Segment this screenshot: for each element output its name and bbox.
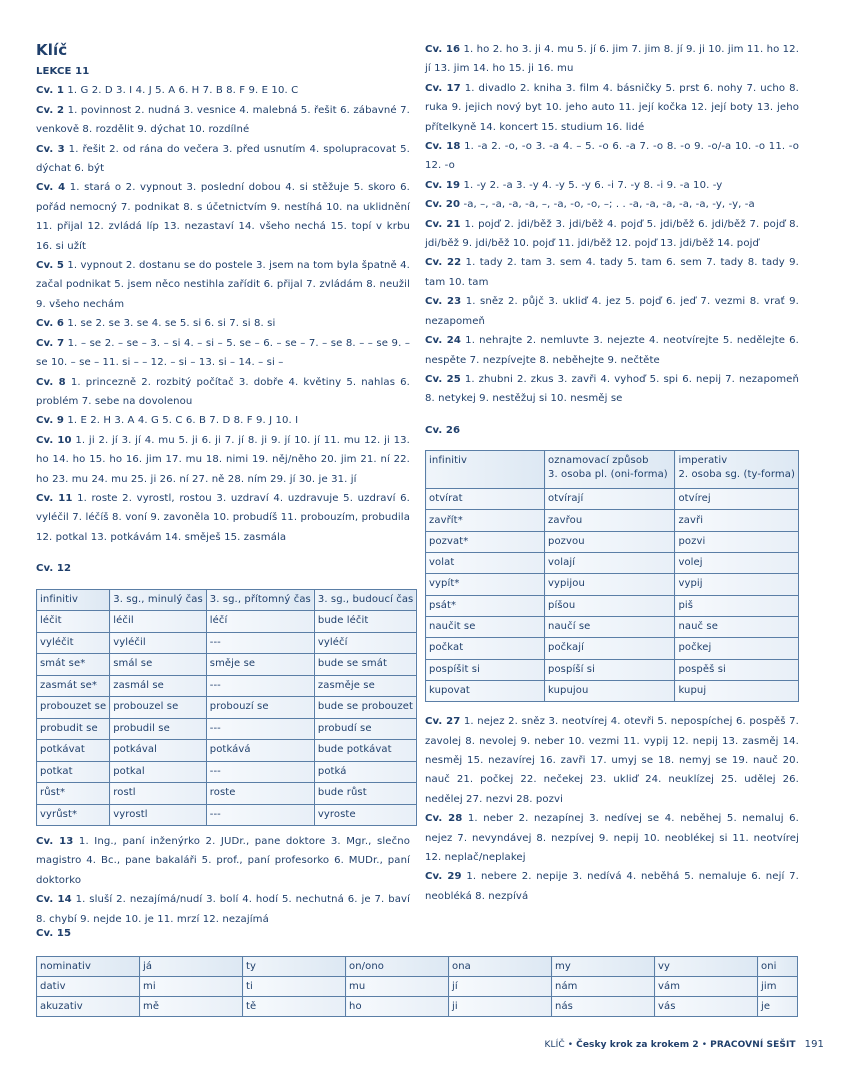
right-column (425, 40, 799, 906)
exercise-text: 1. řešit 2. od rána do večera 3. před usnutím 4. spolupracovat 5. dýchat 6. být (36, 143, 410, 175)
table-row (426, 553, 799, 574)
table-cell: vyrůst* (37, 804, 110, 826)
table-row (426, 574, 799, 595)
exercise-answer (425, 809, 799, 867)
table-cell: pozvou (545, 531, 675, 552)
table-header-cell (426, 451, 545, 489)
exercise-text: 1. -y 2. -a 3. -y 4. -y 5. -y 6. -i 7. -y 8. -i 9. -a 10. -y (460, 179, 723, 191)
footer-book-title: Česky krok za krokem 2 (576, 1040, 699, 1050)
table-cell: růst* (37, 783, 110, 805)
cv26-table (425, 450, 799, 702)
table-cell: bude růst (314, 783, 417, 805)
exercise-label: Cv. 28 (425, 813, 463, 825)
table-cell: zavřít* (426, 510, 545, 531)
table-header-cell (675, 451, 799, 489)
table-row (37, 718, 417, 740)
table-row (426, 680, 799, 701)
exercise-label: Cv. 16 (425, 44, 461, 55)
table-cell: probouzel se (110, 697, 207, 719)
table-row (426, 531, 799, 552)
table-cell: on/ono (346, 957, 449, 977)
exercise-text: 1. povinnost 2. nudná 3. vesnice 4. malebná 5. řešit 6. zábavné 7. venkově 8. rozdělit 9. dýchat 10. rozdílné (36, 104, 410, 136)
table-cell: ji (449, 997, 552, 1017)
table-cell: --- (206, 675, 314, 697)
exercise-text: 1. sluší 2. nezajímá/nudí 3. bolí 4. hodí 5. nechutná 6. je 7. baví 8. chybí 9. nejde 10. je 11. mrzí 12. nezajímá (36, 894, 410, 925)
exercise-answer (36, 832, 410, 890)
table-row (426, 489, 799, 510)
left-column (36, 40, 414, 929)
table-row (426, 659, 799, 680)
exercise-label: Cv. 6 (36, 318, 65, 330)
footer-workbook: PRACOVNÍ SEŠIT (710, 1040, 796, 1050)
table-cell: pospíší si (545, 659, 675, 680)
table-cell: já (140, 957, 243, 977)
table-cell: potkával (110, 740, 207, 762)
table-row (37, 740, 417, 762)
exercise-text: 1. -a 2. -o, -o 3. -a 4. – 5. -o 6. -a 7. -o 8. -o 9. -o/-a 10. -o 11. -o 12. -o (425, 141, 799, 172)
table-cell: vyléčit (37, 632, 110, 654)
footer-section: KLÍČ (544, 1040, 565, 1050)
exercise-text: 1. sněz 2. půjč 3. ukliď 4. jez 5. pojď 6. jeď 7. vezmi 8. vrať 9. nezapomeň (425, 296, 799, 327)
table-cell: nominativ (37, 957, 140, 977)
table-row (426, 510, 799, 531)
table-cell: je (758, 997, 798, 1017)
exercise-label: Cv. 7 (36, 337, 65, 349)
exercise-answer (425, 195, 799, 214)
exercise-answer (36, 373, 410, 412)
exercise-answer (425, 79, 799, 137)
table-cell: tě (243, 997, 346, 1017)
table-cell: kupovat (426, 680, 545, 701)
table-cell: oni (758, 957, 798, 977)
table-row (37, 997, 798, 1017)
table-row (37, 977, 798, 997)
table-row (426, 595, 799, 616)
exercise-text: 1. vypnout 2. dostanu se do postele 3. jsem na tom byla špatně 4. začal podnikat 5. jsem něco nestihla zařídit 6. přijal 7. zvládám 8. neužil 9. všeho nechám (36, 260, 410, 310)
table-cell: bude potkávat (314, 740, 417, 762)
table-row (37, 654, 417, 676)
table-cell: --- (206, 761, 314, 783)
table-cell: ti (243, 977, 346, 997)
table-cell: potkávat (37, 740, 110, 762)
table-cell: --- (206, 804, 314, 826)
exercise-label: Cv. 20 (425, 199, 461, 211)
table-cell: bude se smát (314, 654, 417, 676)
exercise-label: Cv. 22 (425, 257, 462, 269)
table-cell: --- (206, 632, 314, 654)
exercise-text: 1. tady 2. tam 3. sem 4. tady 5. tam 6. sem 7. tady 8. tady 9. tam 10. tam (425, 257, 799, 288)
table-cell: otvírají (545, 489, 675, 510)
table-cell: směje se (206, 654, 314, 676)
table-cell: psát* (426, 595, 545, 616)
table-row (37, 632, 417, 654)
exercise-answer (36, 334, 410, 373)
cv15-heading: Cv. 15 (36, 928, 72, 939)
exercise-text: 1. nehrajte 2. nemluvte 3. nejezte 4. neotvírejte 5. nedělejte 6. nespěte 7. nezpívejte 8. neběhejte 9. nečtěte (425, 335, 799, 366)
exercise-text: 1. stará o 2. vypnout 3. poslední dobou 4. si stěžuje 5. skoro 6. pořád nemocný 7. podnikat 8. s účetnictvím 9. nestíhá 10. na uklidnění 11. přijal 12. zvládá líp 13. nezastaví 14. všeho nechá 15. topí v krbu 16. si užít (36, 182, 410, 252)
table-row (37, 804, 417, 826)
table-cell: naučí se (545, 616, 675, 637)
exercise-label: Cv. 2 (36, 104, 65, 116)
lesson-heading: LEKCE 11 (36, 66, 90, 77)
table-cell: 3. sg., budoucí čas (314, 589, 417, 611)
exercise-answer (36, 489, 410, 547)
left-exercises (36, 81, 410, 547)
footer-bullet-1: • (567, 1040, 574, 1050)
table-row (37, 611, 417, 633)
table-cell: pozvat* (426, 531, 545, 552)
table-cell: vypít* (426, 574, 545, 595)
exercise-label: Cv. 4 (36, 182, 66, 194)
header-line: imperativ (678, 455, 728, 467)
footer-bullet-2: • (701, 1040, 708, 1050)
exercise-label: Cv. 9 (36, 415, 65, 427)
exercise-text: 1. Ing., paní inženýrko 2. JUDr., pane doktore 3. Mgr., slečno magistro 4. Bc., pane bakaláři 5. prof., paní profesorko 6. MUDr., paní doktorko (36, 836, 410, 886)
table-row (37, 675, 417, 697)
exercise-label: Cv. 8 (36, 376, 66, 388)
table-cell: pospěš si (675, 659, 799, 680)
exercise-answer (425, 867, 799, 906)
table-cell: bude se probouzet (314, 697, 417, 719)
table-row (37, 761, 417, 783)
table-cell: nám (552, 977, 655, 997)
exercise-answer (425, 331, 799, 370)
table-cell: dativ (37, 977, 140, 997)
table-row (426, 616, 799, 637)
cv12-heading: Cv. 12 (36, 563, 72, 575)
table-cell: počkají (545, 638, 675, 659)
exercise-text: 1. – se 2. – se – 3. – si 4. – si – 5. se – 6. – se – 7. – se 8. – – se 9. – se 10. – se – 11. si – – 12. – si – 13. si – 14. – si – (36, 337, 410, 369)
table-header-row (426, 451, 799, 489)
table-cell: vyléčí (314, 632, 417, 654)
table-cell: probouzí se (206, 697, 314, 719)
table-cell: léčit (37, 611, 110, 633)
table-cell: probudil se (110, 718, 207, 740)
table-cell: léčil (110, 611, 207, 633)
exercise-text: 1. zhubni 2. zkus 3. zavři 4. vyhoď 5. spi 6. nepij 7. nezapomeň 8. netykej 9. nestěžuj si 10. nesměj se (425, 373, 799, 405)
table-cell: potká (314, 761, 417, 783)
exercise-text: 1. pojď 2. jdi/běž 3. jdi/běž 4. pojď 5. jdi/běž 6. jdi/běž 7. pojď 8. jdi/běž 9. jdi/běž 10. pojď 11. jdi/běž 12. pojď 13. jdi/běž 14. pojď (425, 218, 799, 250)
table-cell: volají (545, 553, 675, 574)
table-cell: smát se* (37, 654, 110, 676)
table-cell: počkej (675, 638, 799, 659)
exercise-label: Cv. 23 (425, 296, 462, 308)
table-cell: probudí se (314, 718, 417, 740)
table-cell: 3. sg., minulý čas (110, 589, 207, 611)
table-cell: počkat (426, 638, 545, 659)
table-cell: kupujou (545, 680, 675, 701)
table-cell: ona (449, 957, 552, 977)
table-cell: vyrostl (110, 804, 207, 826)
table-row (426, 638, 799, 659)
table-cell: léčí (206, 611, 314, 633)
table-cell: vyléčil (110, 632, 207, 654)
table-cell: piš (675, 595, 799, 616)
exercise-answer (425, 215, 799, 254)
exercise-answer (36, 314, 410, 333)
exercise-label: Cv. 18 (425, 141, 461, 153)
exercise-text: 1. E 2. H 3. A 4. G 5. C 6. B 7. D 8. F 9. J 10. I (64, 415, 299, 427)
table-header-row (37, 957, 798, 977)
exercise-answer (425, 176, 799, 195)
exercise-label: Cv. 13 (36, 836, 74, 848)
header-line: infinitiv (429, 455, 468, 467)
exercise-label: Cv. 27 (425, 716, 461, 728)
table-cell: vypij (675, 574, 799, 595)
exercise-answer (36, 101, 410, 140)
table-cell: mě (140, 997, 243, 1017)
table-cell: ty (243, 957, 346, 977)
table-cell: probouzet se (37, 697, 110, 719)
table-cell: píšou (545, 595, 675, 616)
table-cell: vám (655, 977, 758, 997)
exercise-answer (36, 178, 410, 256)
exercise-text: 1. princezně 2. rozbitý počítač 3. dobře 4. květiny 5. nahlas 6. problém 7. sebe na dovolenou (36, 376, 410, 407)
table-cell: potkal (110, 761, 207, 783)
left-exercises-after (36, 832, 410, 929)
table-cell: infinitiv (37, 589, 110, 611)
exercise-answer (425, 292, 799, 331)
exercise-label: Cv. 3 (36, 143, 65, 155)
exercise-answer (425, 712, 799, 809)
table-cell: zasmál se (110, 675, 207, 697)
table-row (37, 783, 417, 805)
exercise-label: Cv. 19 (425, 179, 461, 191)
exercise-text: 1. neber 2. nezapínej 3. nedívej se 4. neběhej 5. nemaluj 6. nejez 7. nevyndávej 8. nezpívej 9. nepij 10. neoblékej si 11. neotvírej 12. neplač/neplakej (425, 813, 799, 863)
right-exercises-after (425, 712, 799, 906)
table-cell: volej (675, 553, 799, 574)
right-exercises (425, 40, 799, 409)
table-cell: jí (449, 977, 552, 997)
table-cell: ho (346, 997, 449, 1017)
exercise-answer (36, 81, 410, 100)
header-line: 3. osoba pl. (oni-forma) (548, 469, 668, 481)
table-cell: zavři (675, 510, 799, 531)
header-line: 2. osoba sg. (ty-forma) (678, 469, 795, 481)
exercise-text: 1. ji 2. jí 3. jí 4. mu 5. ji 6. ji 7. jí 8. ji 9. jí 10. jí 11. mu 12. ji 13. ho 14. ho 15. ho 16. jim 17. mu 18. nimi 19. něj/něho 20. jim 21. ní 22. ho 23. mu 24. mu 25. ji 26. ní 27. ně 28. ním 29. jí 30. je 31. jí (36, 434, 410, 485)
exercise-text: 1. nebere 2. nepije 3. nedívá 4. neběhá 5. nemaluje 6. nejí 7. neobléká 8. nezpívá (425, 871, 799, 902)
table-cell: akuzativ (37, 997, 140, 1017)
table-cell: jim (758, 977, 798, 997)
table-cell: zavřou (545, 510, 675, 531)
table-cell: rostl (110, 783, 207, 805)
exercise-label: Cv. 21 (425, 218, 461, 230)
exercise-label: Cv. 29 (425, 871, 462, 883)
table-cell: roste (206, 783, 314, 805)
table-cell: otvírej (675, 489, 799, 510)
exercise-answer (36, 890, 410, 929)
page-number: 191 (804, 1039, 824, 1050)
table-cell: --- (206, 718, 314, 740)
table-cell: zasměje se (314, 675, 417, 697)
table-cell: vyroste (314, 804, 417, 826)
table-cell: volat (426, 553, 545, 574)
exercise-answer (36, 256, 410, 314)
table-cell: pozvi (675, 531, 799, 552)
exercise-answer (425, 40, 799, 79)
exercise-label: Cv. 1 (36, 85, 65, 97)
table-cell: naučit se (426, 616, 545, 637)
table-cell: vypijou (545, 574, 675, 595)
table-cell: vy (655, 957, 758, 977)
table-cell: my (552, 957, 655, 977)
exercise-label: Cv. 24 (425, 335, 462, 347)
table-cell: nauč se (675, 616, 799, 637)
exercise-label: Cv. 14 (36, 894, 72, 906)
table-cell: otvírat (426, 489, 545, 510)
table-cell: smál se (110, 654, 207, 676)
table-cell: 3. sg., přítomný čas (206, 589, 314, 611)
table-cell: probudit se (37, 718, 110, 740)
page-heading: Klíč (36, 41, 68, 59)
exercise-text: 1. G 2. D 3. I 4. J 5. A 6. H 7. B 8. F 9. E 10. C (64, 85, 299, 97)
table-header-cell (545, 451, 675, 489)
exercise-label: Cv. 17 (425, 82, 461, 94)
exercise-answer (425, 370, 799, 409)
exercise-label: Cv. 25 (425, 373, 461, 385)
table-cell: zasmát se* (37, 675, 110, 697)
table-row (37, 697, 417, 719)
exercise-text: 1. se 2. se 3. se 4. se 5. si 6. si 7. si 8. si (64, 318, 276, 330)
table-cell: bude léčit (314, 611, 417, 633)
exercise-answer (36, 140, 410, 179)
table-cell: nás (552, 997, 655, 1017)
table-header-row (37, 589, 417, 611)
table-cell: pospíšit si (426, 659, 545, 680)
page-footer (545, 1038, 825, 1052)
header-line: oznamovací způsob (548, 455, 649, 467)
exercise-text: 1. ho 2. ho 3. ji 4. mu 5. jí 6. jim 7. jim 8. jí 9. ji 10. jim 11. ho 12. jí 13. jim 14. ho 15. ji 16. mu (425, 44, 800, 75)
exercise-text: 1. divadlo 2. kniha 3. film 4. básničky 5. prst 6. nohy 7. ucho 8. ruka 9. jejich nový byt 10. jeho auto 11. její kočka 12. její boty 13. jeho přítelkyně 14. koncert 15. studium 16. lidé (425, 82, 799, 133)
exercise-answer (36, 431, 410, 489)
cv12-table (36, 589, 417, 827)
table-cell: potkat (37, 761, 110, 783)
exercise-text: 1. roste 2. vyrostl, rostou 3. uzdraví 4. uzdravuje 5. uzdraví 6. vyléčil 7. léčíš 8. voní 9. zavoněla 10. probudíš 11. probouzím, probudila 12. potkal 13. potkávám 14. směješ 15. zasmála (36, 492, 410, 543)
exercise-text: 1. nejez 2. sněz 3. neotvírej 4. otevři 5. nepospíchej 6. pospěš 7. zavolej 8. nevolej 9. neber 10. vezmi 11. vypij 12. nepij 13. zasměj 14. nesměj 15. nezavírej 16. zavři 17. umyj se 18. nemyj se 19. nauč 20. nauč 21. počkej 22. nečekej 23. ukliď 24. neuklízej 25. udělej 26. nedělej 27. nezvi 28. pozvi (425, 716, 799, 805)
table-cell: potkává (206, 740, 314, 762)
exercise-answer (36, 411, 410, 430)
cv15-table (36, 956, 798, 1017)
exercise-label: Cv. 5 (36, 260, 65, 272)
cv26-heading: Cv. 26 (425, 424, 461, 436)
cv15-table-wrap (36, 956, 798, 1017)
table-cell: vás (655, 997, 758, 1017)
exercise-text: -a, –, -a, -a, -a, –, -a, -o, -o, –; . . -a, -a, -a, -a, -a, -y, -y, -a (460, 199, 755, 211)
exercise-answer (425, 137, 799, 176)
exercise-label: Cv. 11 (36, 492, 73, 504)
table-cell: mu (346, 977, 449, 997)
table-cell: kupuj (675, 680, 799, 701)
exercise-label: Cv. 10 (36, 434, 72, 446)
table-cell: mi (140, 977, 243, 997)
exercise-answer (425, 253, 799, 292)
